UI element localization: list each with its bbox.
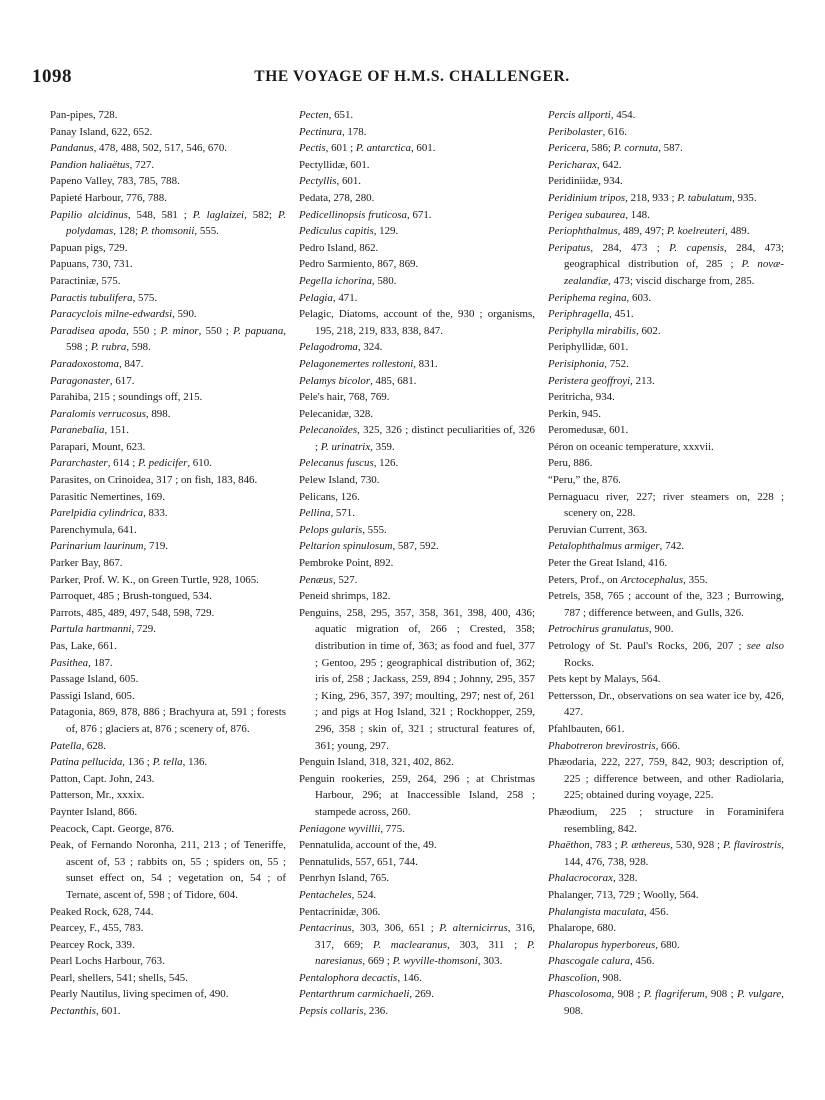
index-entry: Pedro Sarmiento, 867, 869.: [299, 258, 419, 271]
index-entry: Peristera geoffroyi, 213.: [548, 374, 655, 387]
index-entry: Penguins, 258, 295, 357, 358, 361, 398, 400, 436; aquatic migration of, 266 ; Crested, 358; distribution in time of, 363; as food and fuel, 377 ; Gentoo, 295 ; geographical distribution of, 362; iris of, 258 ; Jackass, 259, 894 ; Johnny, 295, 357 ; King, 296, 357, 397; moulting, 297; nest of, 261 ; and pigs at Hog Island, 321 ; Rockhopper, 259, 296, 358 ; skin of, 321 ; structural features of, 361; young, 297.: [299, 606, 535, 752]
index-entry: Parroquet, 485 ; Brush-tongued, 534.: [50, 590, 212, 603]
index-entry: Phascolion, 908.: [548, 971, 622, 984]
index-entry: Parelpidia cylindrica, 833.: [50, 507, 168, 520]
index-entry: Peneid shrimps, 182.: [299, 590, 391, 603]
index-entry: Petrochirus granulatus, 900.: [548, 623, 674, 636]
index-entry: Parker Bay, 867.: [50, 557, 123, 570]
index-entry: Peltarion spinulosum, 587, 592.: [299, 540, 439, 553]
index-entry: Patella, 628.: [50, 739, 106, 752]
index-entry: Periphragella, 451.: [548, 308, 634, 321]
index-entry: Patina pellucida, 136 ; P. tella, 136.: [50, 756, 208, 769]
index-entry: Paragonaster, 617.: [50, 374, 135, 387]
page-header: [32, 66, 792, 90]
index-entry: Peridiniidæ, 934.: [548, 175, 623, 188]
index-entry: Phalarope, 680.: [548, 922, 617, 935]
index-entry: Paractiniæ, 575.: [50, 274, 121, 287]
index-entry: Peridinium tripos, 218, 933 ; P. tabulatum, 935.: [548, 191, 757, 204]
index-entry: Pandanus, 478, 488, 502, 517, 546, 670.: [50, 142, 227, 155]
index-entry: Pectyllidæ, 601.: [299, 158, 370, 171]
index-entry: Paractis tubulifera, 575.: [50, 291, 158, 304]
index-entry: Papilio alcidinus, 548, 581 ; P. laglaizei, 582; P. polydamas, 128; P. thomsonii, 555.: [50, 208, 286, 238]
index-column-2: [299, 107, 535, 1020]
index-entry: Pelecanidæ, 328.: [299, 407, 374, 420]
index-entry: Pecten, 651.: [299, 109, 354, 121]
index-entry: Phalaropus hyperboreus, 680.: [548, 938, 680, 951]
index-entry: Papuans, 730, 731.: [50, 258, 133, 271]
index-entry: Parinarium laurinum, 719.: [50, 540, 169, 553]
index-entry: Pelicans, 126.: [299, 490, 360, 503]
index-entry: Pelagonemertes rollestoni, 831.: [299, 357, 438, 370]
index-entry: Pelew Island, 730.: [299, 474, 380, 487]
index-entry: Perisiphonia, 752.: [548, 357, 629, 370]
index-entry: Peniagone wyvillii, 775.: [299, 822, 405, 835]
index-entry: Periphyllidæ, 601.: [548, 341, 629, 354]
index-entry: Penæus, 527.: [299, 573, 358, 586]
index-entry: Paynter Island, 866.: [50, 805, 138, 818]
index-entry: Parapari, Mount, 623.: [50, 440, 146, 453]
index-entry: Pericharax, 642.: [548, 158, 622, 171]
index-entry: Péron on oceanic temperature, xxxvii.: [548, 440, 714, 453]
index-entry: Patterson, Mr., xxxix.: [50, 789, 145, 802]
index-entry: Peripatus, 284, 473 ; P. capensis, 284, 473; geographical distribution of, 285 ; P. novæ-zealandiæ, 473; viscid discharge from, 285.: [548, 241, 785, 287]
index-entry: Peacock, Capt. George, 876.: [50, 822, 175, 835]
index-entry: Phaëthon, 783 ; P. æthereus, 530, 928 ; P. flavirostris, 144, 476, 738, 928.: [548, 839, 784, 868]
index-entry: Phalanger, 713, 729 ; Woolly, 564.: [548, 888, 699, 901]
index-entry: Pectyllis, 601.: [299, 175, 362, 188]
index-entry: Pentarthrum carmichaeli, 269.: [299, 988, 434, 1001]
index-entry: Pan-pipes, 728.: [50, 109, 118, 121]
index-entry: Patagonia, 869, 878, 886 ; Brachyura at, 591 ; forests of, 876 ; glaciers at, 876 ; scenery of, 876.: [50, 706, 286, 735]
index-entry: Phascolosoma, 908 ; P. flagriferum, 908 ; P. vulgare, 908.: [548, 988, 785, 1018]
index-entry: Parenchymula, 641.: [50, 523, 137, 536]
index-entry: Peter the Great Island, 416.: [548, 557, 668, 570]
index-entry: Pas, Lake, 661.: [50, 640, 117, 652]
index-entry: Pectanthis, 601.: [50, 1005, 121, 1018]
index-entry: Pearl Lochs Harbour, 763.: [50, 955, 165, 968]
index-entry: Pelops gularis, 555.: [299, 523, 387, 536]
index-entry: Pennatulida, account of the, 49.: [299, 839, 437, 852]
index-entry: Pearcey Rock, 339.: [50, 938, 135, 951]
index-entry: Petrels, 358, 765 ; account of the, 323 ; Burrowing, 787 ; difference between, and Gulls, 326.: [548, 590, 784, 619]
index-entry: Pediculus capitis, 129.: [299, 225, 399, 238]
index-entry: Paralomis verrucosus, 898.: [50, 407, 171, 420]
index-entry: Pararchaster, 614 ; P. pedicifer, 610.: [50, 457, 212, 470]
index-entry: Phabotreron brevirostris, 666.: [548, 739, 681, 752]
index-entry: Pasithea, 187.: [50, 656, 113, 669]
index-entry: Peaked Rock, 628, 744.: [50, 905, 154, 918]
index-entry: Pectinura, 178.: [299, 125, 367, 138]
index-entry: Passigi Island, 605.: [50, 689, 135, 702]
index-entry: Perkin, 945.: [548, 407, 601, 420]
index-entry: Pele's hair, 768, 769.: [299, 391, 390, 404]
index-entry: Peritricha, 934.: [548, 391, 615, 404]
index-entry: Phæodium, 225 ; structure in Foraminifera resembling, 842.: [548, 805, 784, 835]
index-entry: Penguin rookeries, 259, 264, 296 ; at Christmas Harbour, 296; at Inaccessible Island, 258 ; stampede across, 260.: [299, 772, 535, 818]
index-entry: Pernaguacu river, 227; river steamers on, 228 ; scenery on, 228.: [548, 490, 784, 520]
index-entry: Pettersson, Dr., observations on sea water ice by, 426, 427.: [548, 689, 784, 719]
index-entry: Pennatulids, 557, 651, 744.: [299, 855, 418, 868]
index-column-3: [548, 107, 784, 1020]
index-entry: Pandion haliaëtus, 727.: [50, 158, 155, 171]
index-entry: Pembroke Point, 892.: [299, 557, 394, 570]
index-entry: Peromedusæ, 601.: [548, 424, 629, 437]
index-entry: Paracyclois milne-edwardsi, 590.: [50, 308, 197, 321]
index-entry: Parahiba, 215 ; soundings off, 215.: [50, 391, 203, 404]
index-entry: Pelecanoïdes, 325, 326 ; distinct peculiarities of, 326 ; P. urinatrix, 359.: [299, 424, 535, 453]
index-entry: Peters, Prof., on Arctocephalus, 355.: [548, 573, 708, 586]
index-entry: Patton, Capt. John, 243.: [50, 772, 155, 785]
index-entry: Parasitic Nemertines, 169.: [50, 490, 165, 503]
index-entry: Phascogale calura, 456.: [548, 955, 655, 968]
index-entry: Pentacrinus, 303, 306, 651 ; P. alternicirrus, 316, 317, 669; P. maclearanus, 303, 311 ; P. naresianus, 669 ; P. wyville-thomsoni, 303.: [299, 922, 535, 968]
index-entry: Pedicellinopsis fruticosa, 671.: [299, 208, 432, 221]
index-entry: Paradisea apoda, 550 ; P. minor, 550 ; P. papuana, 598 ; P. rubra, 598.: [50, 324, 286, 354]
index-entry: Pelagic, Diatoms, account of the, 930 ; organisms, 195, 218, 219, 833, 838, 847.: [299, 308, 535, 337]
index-entry: Peruvian Current, 363.: [548, 523, 648, 536]
index-entry: Parker, Prof. W. K., on Green Turtle, 928, 1065.: [50, 573, 259, 586]
index-entry: Panay Island, 622, 652.: [50, 125, 153, 138]
index-entry: Periophthalmus, 489, 497; P. koelreuteri, 489.: [548, 225, 750, 238]
index-entry: Pelagodroma, 324.: [299, 341, 383, 354]
running-title: THE VOYAGE OF H.M.S. CHALLENGER.: [254, 68, 570, 85]
index-entry: Pectis, 601 ; P. antarctica, 601.: [299, 142, 436, 155]
index-entry: Pelagia, 471.: [299, 291, 358, 304]
index-entry: Petalophthalmus armiger, 742.: [548, 540, 685, 553]
index-entry: Pearly Nautilus, living specimen of, 490.: [50, 988, 229, 1001]
index-entry: Pearcey, F., 455, 783.: [50, 922, 144, 935]
index-entry: Phæodaria, 222, 227, 759, 842, 903; description of, 225 ; difference between, and other Radiolaria, 225; obtained during voyage, 225.: [548, 756, 784, 802]
index-entry: Pellina, 571.: [299, 507, 355, 520]
index-entry: Parasites, on Crinoidea, 317 ; on fish, 183, 846.: [50, 474, 258, 487]
index-entry: Parrots, 485, 489, 497, 548, 598, 729.: [50, 606, 215, 619]
index-entry: Peribolaster, 616.: [548, 125, 627, 138]
index-entry: “Peru,” the, 876.: [548, 474, 621, 487]
index-entry: Petrology of St. Paul's Rocks, 206, 207 ; see also Rocks.: [548, 640, 784, 669]
index-entry: Peru, 886.: [548, 457, 593, 470]
index-entry: Pets kept by Malays, 564.: [548, 673, 661, 686]
index-entry: Pegella ichorina, 580.: [299, 274, 397, 287]
index-entry: Pentacrinidæ, 306.: [299, 905, 381, 918]
index-entry: Peak, of Fernando Noronha, 211, 213 ; of Teneriffe, ascent of, 53 ; rabbits on, 55 ; spiders on, 55 ; sunset effect on, 54 ; vegetation on, 54 ; of Ternate, ascent of, 598 ; of Tidore, 604.: [50, 839, 286, 901]
index-entry: Pericera, 586; P. cornuta, 587.: [548, 142, 683, 155]
index-columns: [50, 107, 810, 1047]
index-entry: Percis allporti, 454.: [548, 109, 636, 121]
index-entry: Pentacheles, 524.: [299, 888, 377, 901]
index-entry: Pedro Island, 862.: [299, 241, 379, 254]
index-entry: Paradoxostoma, 847.: [50, 357, 144, 370]
index-entry: Papieté Harbour, 776, 788.: [50, 191, 167, 204]
index-entry: Perigea subaurea, 148.: [548, 208, 650, 221]
index-entry: Paranebalia, 151.: [50, 424, 129, 437]
index-entry: Passage Island, 605.: [50, 673, 139, 686]
index-entry: Pentalophora decactis, 146.: [299, 971, 422, 984]
index-entry: Pelamys bicolor, 485, 681.: [299, 374, 417, 387]
index-entry: Papeno Valley, 783, 785, 788.: [50, 175, 180, 188]
index-entry: Pepsis collaris, 236.: [299, 1005, 388, 1018]
index-entry: Phalangista maculata, 456.: [548, 905, 669, 918]
index-entry: Pedata, 278, 280.: [299, 191, 375, 204]
index-entry: Periphema regina, 603.: [548, 291, 652, 304]
index-entry: Penguin Island, 318, 321, 402, 862.: [299, 756, 454, 769]
index-entry: Pearl, shellers, 541; shells, 545.: [50, 971, 188, 984]
index-entry: Penrhyn Island, 765.: [299, 872, 390, 885]
index-column-1: [50, 107, 286, 1020]
index-entry: Papuan pigs, 729.: [50, 241, 128, 254]
index-entry: Periphylla mirabilis, 602.: [548, 324, 661, 337]
index-entry: Pelecanus fuscus, 126.: [299, 457, 399, 470]
index-entry: Partula hartmanni, 729.: [50, 623, 156, 636]
page-number: 1098: [32, 66, 72, 87]
index-entry: Phalacrocorax, 328.: [548, 872, 638, 885]
index-entry: Pfahlbauten, 661.: [548, 722, 625, 735]
